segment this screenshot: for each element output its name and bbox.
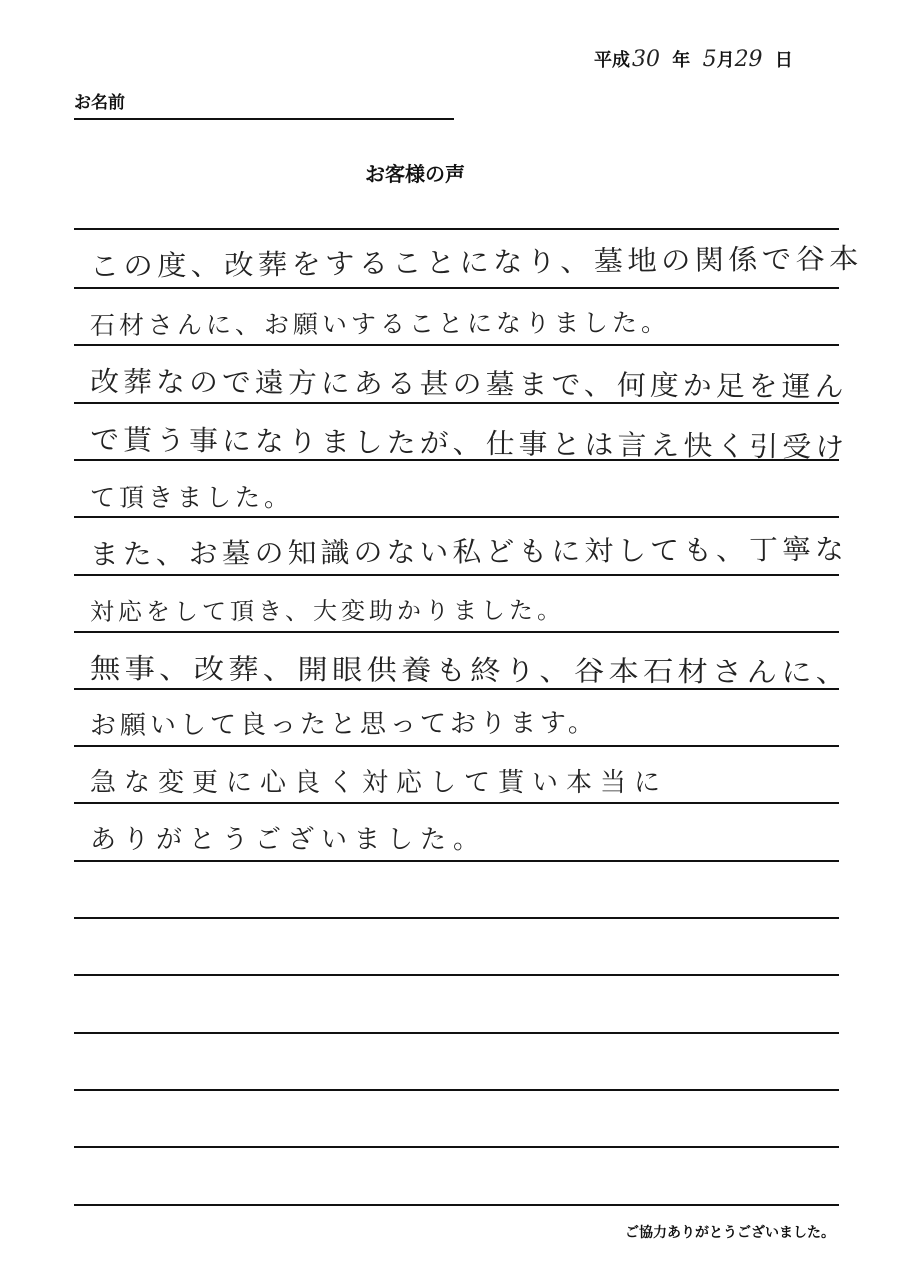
ruled-line	[74, 917, 839, 919]
era-label: 平成	[594, 50, 630, 71]
handwritten-line: この度、改葬をすることになり、墓地の関係で谷本	[89, 241, 863, 284]
ruled-line	[74, 1146, 839, 1148]
ruled-line	[74, 802, 839, 804]
handwritten-line: ありがとうございました。	[90, 825, 487, 855]
handwritten-line: 急な変更に心良く対応して貰い本当に	[90, 768, 669, 798]
year-value: 30	[632, 47, 660, 72]
year-label: 年	[672, 50, 691, 71]
handwritten-line: 無事、改葬、開眼供養も終り、谷本石材さんに、	[90, 652, 851, 689]
ruled-line	[74, 860, 839, 862]
footer-thanks: ご協力ありがとうございました。	[625, 1225, 835, 1241]
handwritten-line: また、お墓の知識のない私どもに対しても、丁寧な	[89, 532, 849, 572]
ruled-line	[74, 228, 839, 230]
ruled-line	[74, 1204, 839, 1206]
handwritten-line: で貰う事になりましたが、仕事とは言え快く引受け	[90, 423, 849, 464]
ruled-writing-area	[74, 0, 863, 1280]
ruled-line	[74, 574, 839, 576]
ruled-line	[74, 974, 839, 976]
ruled-line	[74, 1089, 839, 1091]
month-value: 5	[702, 47, 717, 72]
ruled-line	[74, 287, 839, 289]
day-value: 29	[734, 47, 763, 72]
handwritten-line: 石材さんに、お願いすることになりました。	[89, 307, 670, 341]
month-label: 月	[716, 50, 735, 71]
name-label: お名前	[74, 93, 125, 113]
ruled-line	[74, 1032, 839, 1034]
handwritten-line: お願いして良ったと思っております。	[89, 708, 598, 742]
handwritten-line: 対応をして頂き、大変助かりました。	[89, 596, 566, 626]
ruled-line	[74, 631, 839, 633]
handwritten-line: て頂きました。	[90, 483, 294, 512]
ruled-line	[74, 745, 839, 747]
handwritten-line: 改葬なので遠方にある甚の墓まで、何度か足を運ん	[90, 365, 848, 404]
ruled-line	[74, 516, 839, 518]
day-label: 日	[774, 50, 793, 71]
form-title: お客様の声	[365, 162, 465, 186]
ruled-line	[74, 344, 839, 346]
